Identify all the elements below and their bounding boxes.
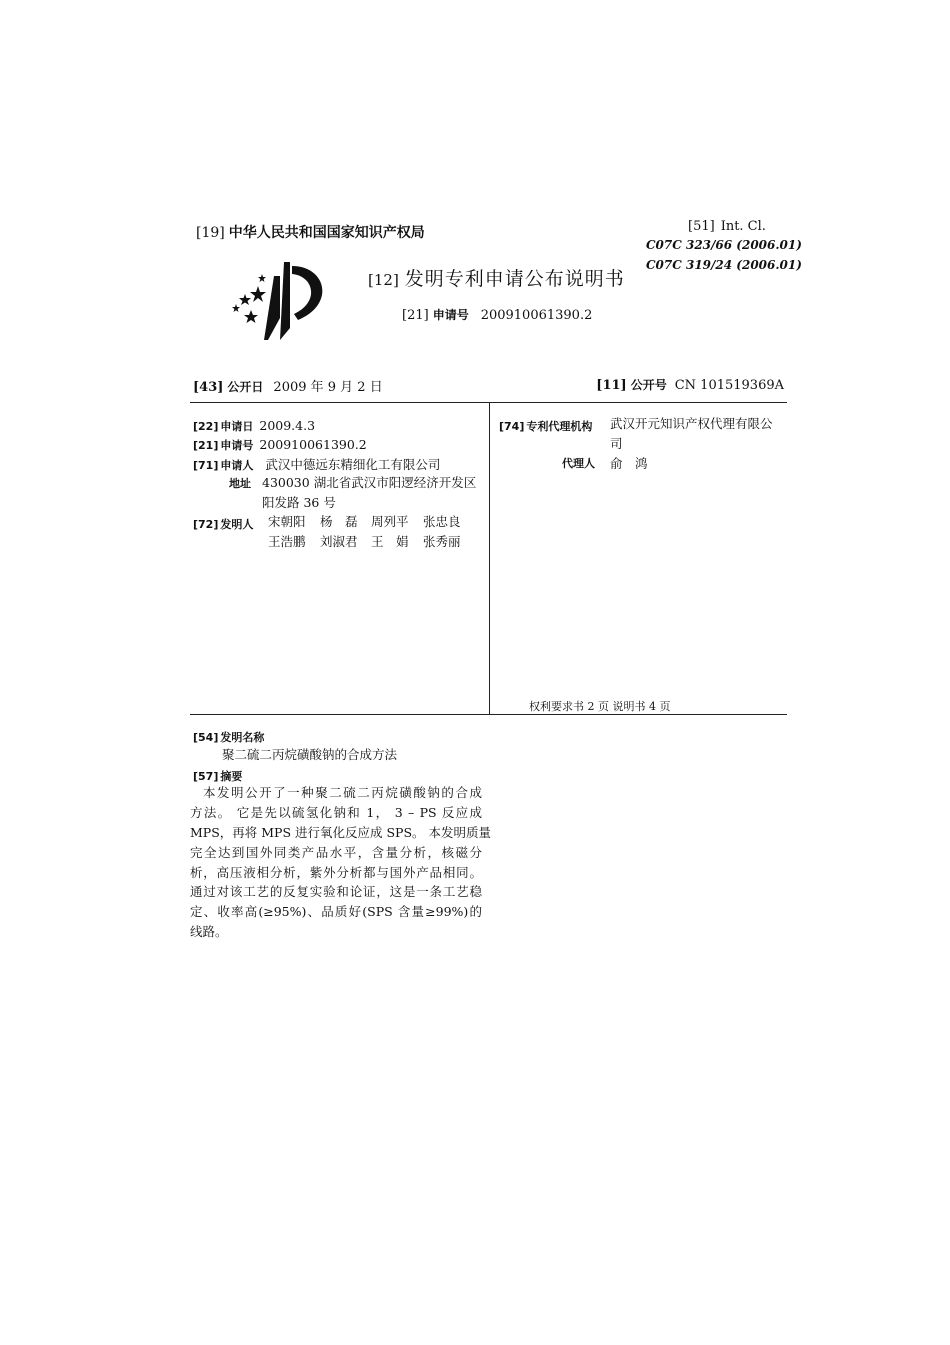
app-no-row [193,434,367,453]
header-app-no: 200910061390.2 [480,308,593,323]
abstract-line-3: MPS，再将 MPS 进行氧化反应成 SPS。 本发明质量 [190,825,491,840]
agency-code: [74] [499,420,525,433]
inventor-3: 周列平 [371,514,409,529]
page-count: 权利要求书 2 页 说明书 4 页 [529,700,671,713]
abstract-label: 摘要 [220,770,243,783]
inventor-7: 王 娟 [371,534,409,549]
doc-type-title: 发明专利申请公布说明书 [404,268,625,290]
ipc-label: Int. Cl. [720,219,766,234]
abstract-line-5: 析，高压液相分析，紫外分析都与国外产品相同。 [190,865,482,880]
agent: 俞 鸿 [610,456,648,471]
pub-date: 2009 年 9 月 2 日 [273,380,383,395]
abstract-heading [193,765,242,784]
applicant-row [193,454,440,473]
inventor-row [193,513,253,532]
address-line-2: 阳发路 36 号 [262,495,336,510]
abstract-line-2: 方法。 它是先以硫氢化钠和 1， 3 – PS 反应成 [190,805,482,820]
filing-date-label: 申请日 [220,420,254,433]
header-app-no-line [402,306,592,323]
agency-row [499,415,592,434]
bottom-rule [190,714,787,715]
app-no: 200910061390.2 [259,437,367,452]
app-no-label: 申请号 [220,439,254,452]
abstract-code: [57] [193,770,219,783]
agency-line-2: 司 [610,436,623,451]
inventor-6: 刘淑君 [320,534,358,549]
abstract-line-7: 定、收率高(≥95%)、品质好(SPS 含量≥99%)的 [190,904,482,919]
ipc-code: [51] [688,219,715,234]
inventor-4: 张忠良 [423,514,461,529]
doc-type-code: [12] [368,271,399,289]
header-app-no-code: [21] [402,308,429,323]
agent-label: 代理人 [562,457,595,470]
title-label: 发明名称 [220,731,265,744]
inventor-label: 发明人 [220,518,254,531]
pub-date-line [193,376,383,395]
applicant-label: 申请人 [220,459,254,472]
filing-date-code: [22] [193,420,219,433]
filing-date-row [193,415,315,434]
abstract-line-8: 线路。 [190,924,228,939]
pub-date-label: 公开日 [227,380,264,394]
inventor-1: 宋朝阳 [268,514,306,529]
agency-line-1: 武汉开元知识产权代理有限公 [610,416,773,431]
column-divider [489,403,490,714]
inventor-2: 杨 磊 [320,514,358,529]
abstract-line-6: 通过对该工艺的反复实验和论证，这是一条工艺稳 [190,884,482,899]
office-name: 中华人民共和国国家知识产权局 [228,225,425,241]
title-code: [54] [193,731,219,744]
address-line-1: 430030 湖北省武汉市阳逻经济开发区 [262,475,477,490]
office-code: [19] [196,225,225,241]
pub-no-line [596,376,784,393]
abstract-line-4: 完全达到国外同类产品水平，含量分析，核磁分 [190,845,482,860]
invention-title-heading [193,726,264,745]
app-no-code: [21] [193,439,219,452]
ipc-class-2: C07C 319/24 (2006.01) [646,258,802,272]
doc-type-line [368,264,625,291]
applicant: 武汉中德远东精细化工有限公司 [265,457,441,472]
filing-date: 2009.4.3 [259,418,316,433]
pub-date-code: [43] [193,380,224,395]
applicant-code: [71] [193,459,219,472]
ipc-class-1: C07C 323/66 (2006.01) [646,238,802,252]
address-label: 地址 [229,477,251,490]
office-line [196,222,425,242]
pub-no-code: [11] [596,378,627,393]
header-app-no-label: 申请号 [432,308,469,322]
inventor-code: [72] [193,518,219,531]
invention-title: 聚二硫二丙烷磺酸钠的合成方法 [222,747,398,762]
pub-no: CN 101519369A [674,378,784,393]
inventor-8: 张秀丽 [423,534,461,549]
inventor-5: 王浩鹏 [268,534,306,549]
abstract-line-1: 本发明公开了一种聚二硫二丙烷磺酸钠的合成 [203,785,482,800]
ipc-header [688,219,766,234]
pub-no-label: 公开号 [630,378,667,392]
agency-label: 专利代理机构 [526,420,593,433]
sipo-emblem-icon [228,258,334,344]
